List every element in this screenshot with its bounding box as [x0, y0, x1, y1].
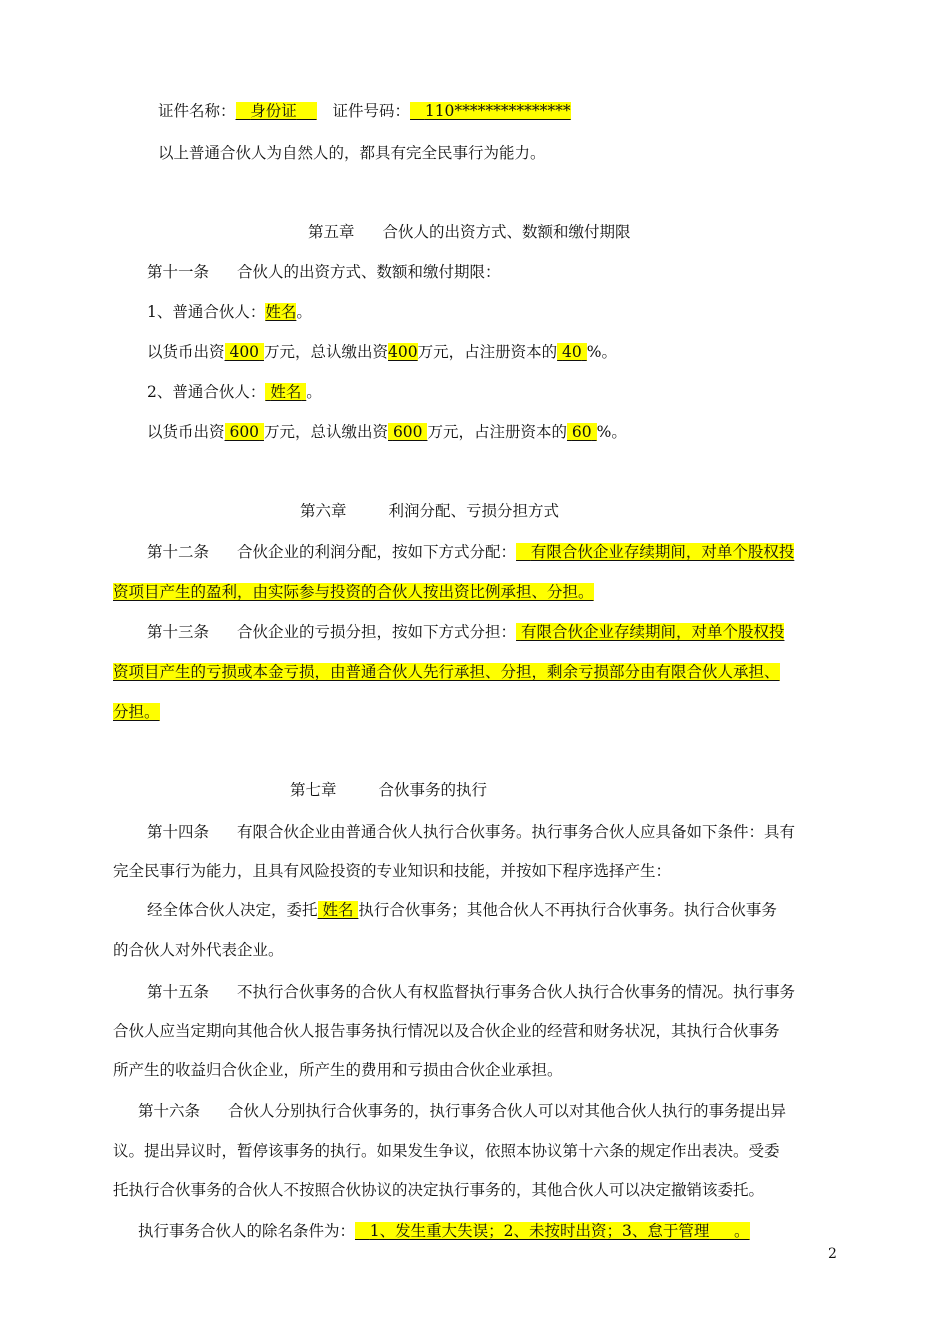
article-13-cont-2 [113, 702, 160, 722]
article-13-highlight-2: 资项目产生的亏损或本金亏损，由普通合伙人先行承担、分担，剩余亏损部分由有限合伙人承担、 [113, 663, 780, 681]
id-number-label: 证件号码： [332, 102, 411, 120]
partner-2-pct: 60 [567, 423, 597, 441]
chapter-7-title: 第七章 合伙事务的执行 [290, 781, 488, 799]
partner-1-line: 1、普通合伙人：姓名。 [147, 303, 312, 321]
article-13-highlight-1: 有限合伙企业存续期间，对单个股权投 [516, 623, 784, 641]
article-11: 第十一条 合伙人的出资方式、数额和缴付期限： [147, 263, 501, 281]
article-12: 第十二条 合伙企业的利润分配，按如下方式分配： 有限合伙企业存续期间，对单个股权投 [147, 543, 795, 561]
article-12-cont [113, 582, 594, 602]
capacity-note: 以上普通合伙人为自然人的，都具有完全民事行为能力。 [158, 144, 546, 162]
article-15-line-3: 所产生的收益归合伙企业，所产生的费用和亏损由合伙企业承担。 [113, 1061, 563, 1079]
article-14-line-2: 完全民事行为能力，且具有风险投资的专业知识和技能，并按如下程序选择产生： [113, 862, 672, 880]
article-14-line-3: 经全体合伙人决定，委托 姓名 执行合伙事务；其他合伙人不再执行合伙事务。执行合伙事务 [147, 901, 777, 919]
article-12-highlight-2: 资项目产生的盈利，由实际参与投资的合伙人按出资比例承担、分担。 [113, 583, 594, 601]
article-13-highlight-3: 分担。 [113, 703, 160, 721]
article-16: 第十六条 合伙人分别执行合伙事务的，执行事务合伙人可以对其他合伙人执行的事务提出异 [138, 1102, 787, 1120]
article-13: 第十三条 合伙企业的亏损分担，按如下方式分担： 有限合伙企业存续期间，对单个股权投 [147, 623, 785, 641]
chapter-5-title: 第五章 合伙人的出资方式、数额和缴付期限 [308, 223, 631, 241]
removal-conditions: 执行事务合伙人的除名条件为： 1、发生重大失误；2、未按时出资；3、怠于管理 。 [138, 1222, 750, 1240]
partner-1-contribution: 以货币出资 400 万元，总认缴出资400万元，占注册资本的 40 %。 [147, 343, 617, 361]
partner-2-line: 2、普通合伙人： 姓名 。 [147, 383, 322, 401]
partner-1-total: 400 [388, 343, 418, 361]
partner-2-amount: 600 [225, 423, 264, 441]
partner-1-name: 姓名 [265, 303, 297, 321]
id-line [158, 101, 571, 121]
article-16-line-3: 托执行合伙事务的合伙人不按照合伙协议的决定执行事务的，其他合伙人可以决定撤销该委托。 [113, 1181, 765, 1199]
partner-1-amount: 400 [225, 343, 264, 361]
partner-2-contribution: 以货币出资 600 万元，总认缴出资 600 万元，占注册资本的 60 %。 [147, 423, 627, 441]
chapter-6-title: 第六章 利润分配、亏损分担方式 [300, 502, 560, 520]
article-16-line-2: 议。提出异议时，暂停该事务的执行。如果发生争议，依照本协议第十六条的规定作出表决。受委 [113, 1142, 780, 1160]
id-number-value: 110*************** [410, 102, 571, 120]
id-type-value: 身份证 [236, 102, 317, 120]
removal-conditions-value: 1、发生重大失误；2、未按时出资；3、怠于管理 。 [355, 1222, 750, 1240]
article-14: 第十四条 有限合伙企业由普通合伙人执行合伙事务。执行事务合伙人应具备如下条件：具有 [147, 823, 796, 841]
article-15: 第十五条 不执行合伙事务的合伙人有权监督执行事务合伙人执行合伙事务的情况。执行事务 [147, 983, 796, 1001]
partner-2-total: 600 [388, 423, 427, 441]
article-12-highlight-1: 有限合伙企业存续期间，对单个股权投 [516, 543, 794, 561]
executive-partner-name: 姓名 [318, 901, 359, 919]
partner-1-pct: 40 [557, 343, 587, 361]
partner-2-name: 姓名 [265, 383, 306, 401]
article-15-line-2: 合伙人应当定期向其他合伙人报告事务执行情况以及合伙企业的经营和财务状况，其执行合伙事务 [113, 1022, 780, 1040]
article-14-line-4: 的合伙人对外代表企业。 [113, 941, 284, 959]
id-type-label: 证件名称： [158, 102, 236, 120]
article-13-cont [113, 662, 780, 682]
page-number: 2 [828, 1246, 837, 1262]
